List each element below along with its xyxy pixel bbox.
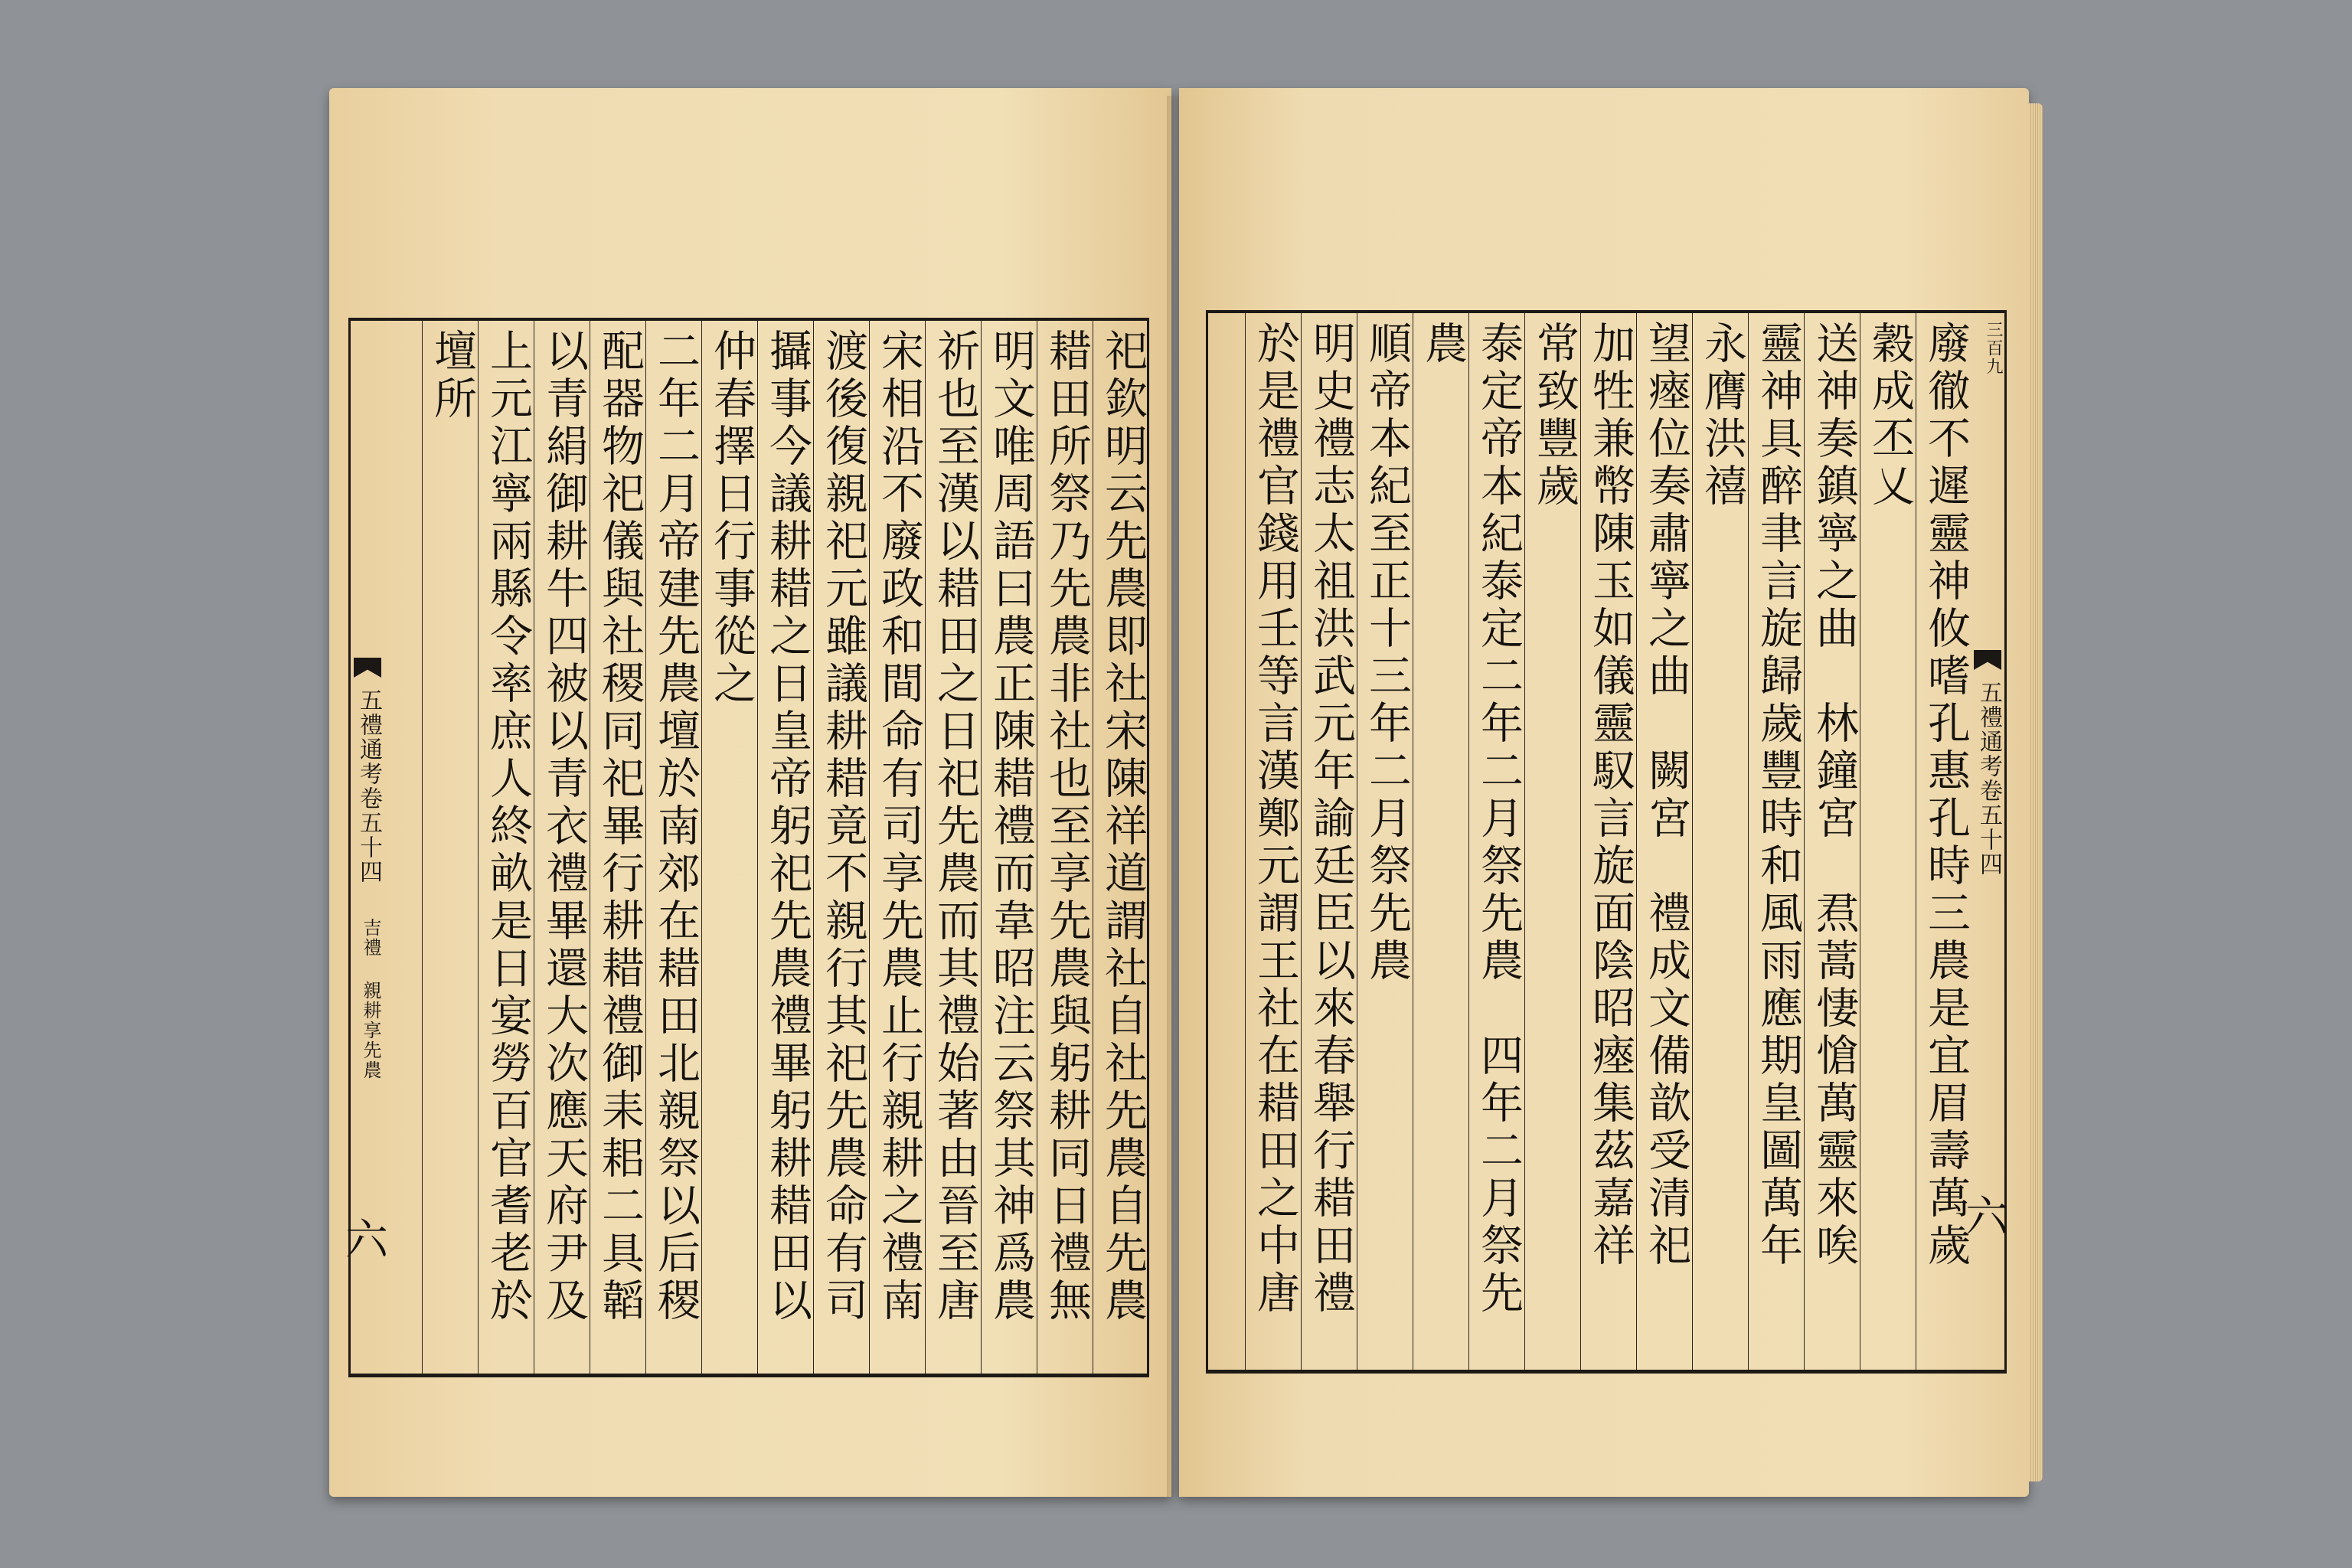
text-column: 永膺洪禧 [1697,321,1747,511]
column-rule [981,321,982,1374]
left-folio: 六 [338,1217,388,1261]
column-rule [869,321,870,1374]
right-margin-column [1958,313,2008,1362]
text-column: 配器物祀儀與社稷同祀畢行耕耤禮御耒耜二具韜 [595,328,645,1325]
text-column: 廢徹不遲靈神攸嗜孔惠孔時三農是宜眉壽萬歲 [1921,321,1971,1270]
column-rule [645,321,646,1374]
column-rule [1692,313,1693,1370]
page-edge-stack [2029,103,2043,1481]
column-rule [925,321,926,1374]
column-rule [1748,313,1749,1370]
left-margin-title: 五禮通考卷五十四 [355,688,382,884]
text-column: 農 [1418,321,1468,368]
text-column: 渡後復親祀元雖議耕耤竟不親行其祀先農命有司 [818,328,868,1325]
text-column: 明史禮志太祖洪武元年諭廷臣以來春舉行耤田禮 [1306,321,1356,1318]
text-column: 宋相沿不廢政和間命有司享先農止行親耕之禮南 [874,328,924,1325]
fishtail-mark [1974,650,2001,670]
left-text-frame [338,318,1149,1377]
text-column: 仲春擇日行事從之 [707,328,756,708]
right-margin-number: 三百九 [1984,321,2003,376]
right-text-frame [1206,310,2007,1374]
text-column: 於是禮官錢用壬等言漢鄭元謂王社在耤田之中唐 [1250,321,1300,1318]
left-page [329,88,1171,1497]
text-column: 耤田所祭乃先農非社也至享先農與躬耕同日禮無 [1042,328,1092,1325]
text-column: 二年二月帝建先農壇於南郊在耤田北親祭以后稷 [651,328,701,1325]
column-rule [478,321,479,1374]
text-column: 送神奏鎮寧之曲 林鐘宮 焄蒿悽愴萬靈來唉 [1809,321,1859,1270]
left-margin-section: 吉禮 親耕享先農 [360,918,381,1080]
column-rule [1804,313,1805,1370]
column-rule [1580,313,1581,1370]
left-margin-column [338,336,388,1362]
text-column: 靈神具醉聿言旋歸歲豐時和風雨應期皇圖萬年 [1753,321,1803,1270]
right-folio: 六 [1958,1194,2008,1238]
text-column: 常致豐歲 [1530,321,1579,511]
text-column: 上元江寧兩縣令率庶人終畝是日宴勞百官耆老於 [483,328,533,1325]
text-column: 祀欽明云先農即社宋陳祥道謂社自社先農自先農 [1098,328,1148,1325]
text-column: 泰定帝本紀泰定二年二月祭先農 四年二月祭先 [1474,321,1524,1318]
text-column: 壇所 [427,328,477,423]
text-column: 順帝本紀至正十三年二月祭先農 [1362,321,1412,985]
text-column: 加牲兼幣陳玉如儀靈馭言旋面陰昭瘞集茲嘉祥 [1586,321,1635,1270]
right-page [1179,88,2029,1497]
column-rule [1468,313,1469,1370]
text-column: 明文唯周語曰農正陳耤禮而韋昭注云祭其神爲農 [986,328,1036,1325]
column-rule [1636,313,1637,1370]
text-column: 祈也至漢以耤田之日祀先農而其禮始著由晉至唐 [930,328,980,1325]
column-rule [1524,313,1525,1370]
column-rule [422,321,423,1374]
column-rule [813,321,814,1374]
fishtail-mark [354,658,381,678]
column-rule [1245,313,1246,1370]
column-rule [701,321,702,1374]
column-rule [757,321,758,1374]
right-margin-title: 五禮通考卷五十四 [1975,681,2002,877]
text-column: 望瘞位奏肅寧之曲 闕宮 禮成文備歆受清祀 [1642,321,1691,1270]
text-column: 攝事今議耕耤之日皇帝躬祀先農禮畢躬耕耤田以 [763,328,812,1325]
text-column: 以青絹御耕牛四被以青衣禮畢還大次應天府尹及 [539,328,589,1325]
open-book [322,88,2037,1512]
column-rule [1301,313,1302,1370]
text-column: 穀成丕乂 [1865,321,1915,511]
